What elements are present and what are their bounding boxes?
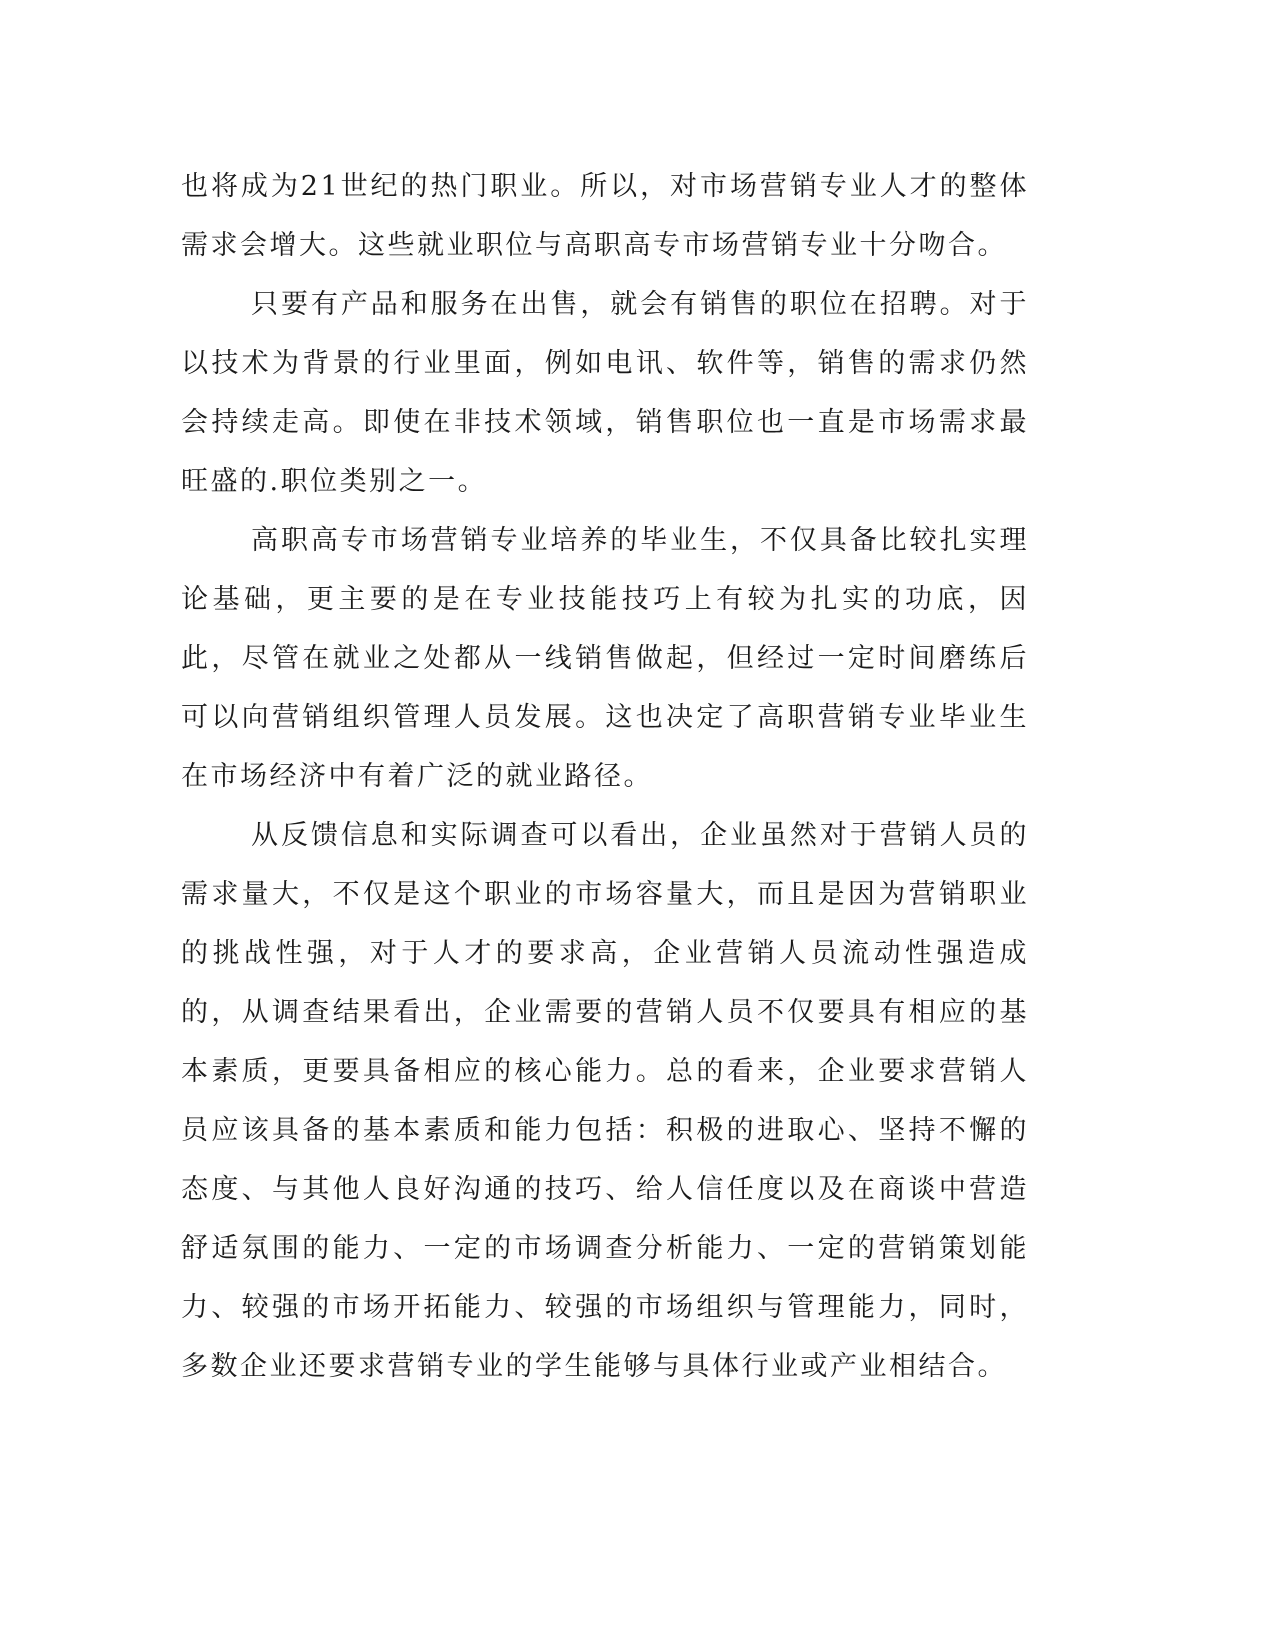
paragraph-graduates: 高职高专市场营销专业培养的毕业生，不仅具备比较扎实理论基础，更主要的是在专业技能技巧上有较为扎实的功底，因此，尽管在就业之处都从一线销售做起，但经过一定时间磨练后可以向营销组织管理人员发展。这也决定了高职营销专业毕业生在市场经济中有着广泛的就业路径。 [181,525,1029,792]
paragraph-survey-findings: 从反馈信息和实际调查可以看出，企业虽然对于营销人员的需求量大，不仅是这个职业的市场容量大，而且是因为营销职业的挑战性强，对于人才的要求高，企业营销人员流动性强造成的，从调查结果看出，企业需要的营销人员不仅要具有相应的基本素质，更要具备相应的核心能力。总的看来，企业要求营销人员应该具备的基本素质和能力包括：积极的进取心、坚持不懈的态度、与其他人良好沟通的技巧、给人信任度以及在商谈中营造舒适氛围的能力、一定的市场调查分析能力、一定的营销策划能力、较强的市场开拓能力、较强的市场组织与管理能力，同时，多数企业还要求营销专业的学生能够与具体行业或产业相结合。 [181,820,1029,1382]
body-text [181,157,1029,1396]
paragraph-continuation: 也将成为21世纪的热门职业。所以，对市场营销专业人才的整体需求会增大。这些就业职位与高职高专市场营销专业十分吻合。 [181,171,1029,261]
paragraph-sales-positions: 只要有产品和服务在出售，就会有销售的职位在招聘。对于以技术为背景的行业里面，例如电讯、软件等，销售的需求仍然会持续走高。即使在非技术领域，销售职位也一直是市场需求最旺盛的.职位类别之一。 [181,289,1029,497]
